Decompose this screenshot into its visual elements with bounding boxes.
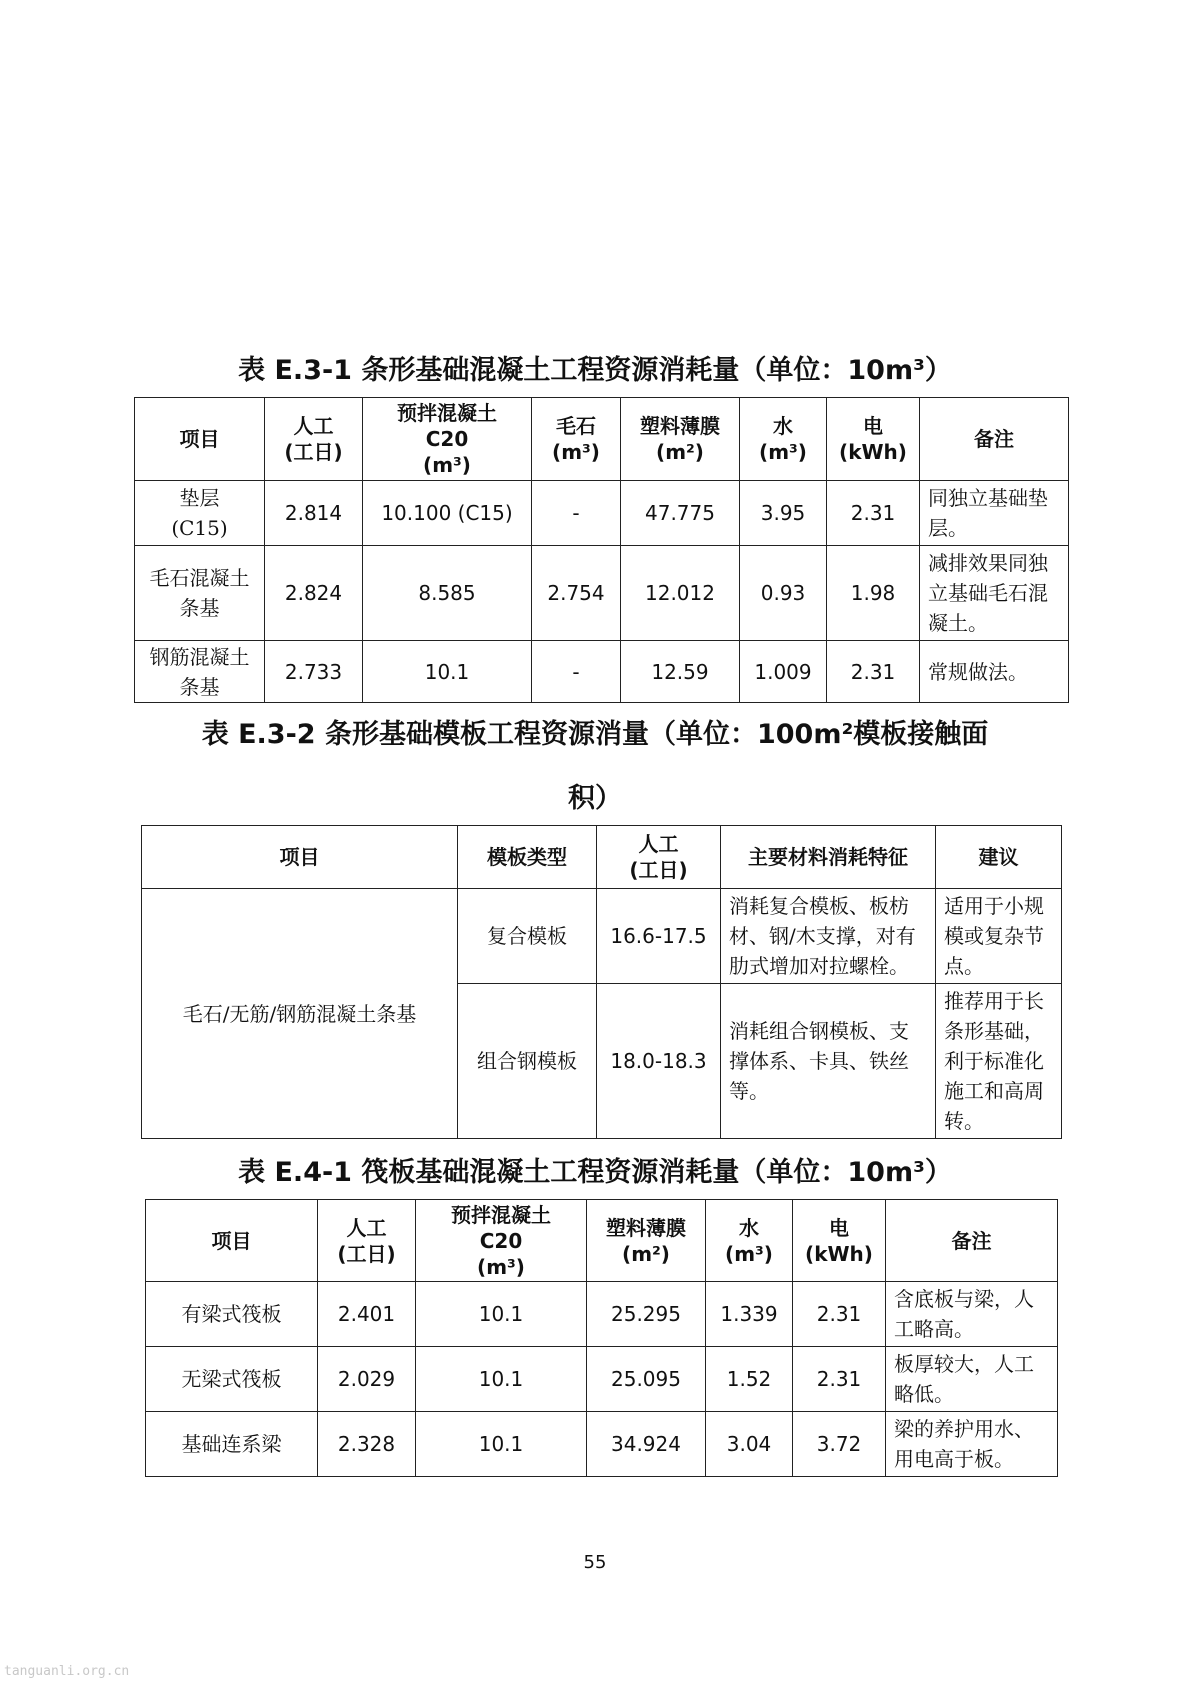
table2-header-cell: 人工 (工日) [597,826,721,889]
table-cell: 2.401 [318,1282,416,1347]
table-cell: 2.31 [793,1282,886,1347]
table3-title: 表 E.4-1 筏板基础混凝土工程资源消耗量（单位：10m³） [238,1157,952,1188]
table-cell: 10.100 (C15) [363,481,532,546]
table3-header-cell: 项目 [146,1200,318,1282]
table-cell: 钢筋混凝土 条基 [135,641,265,703]
table3-header-cell: 人工 (工日) [318,1200,416,1282]
table2-header-cell: 建议 [936,826,1062,889]
table-cell: 3.95 [740,481,827,546]
table-cell: - [532,641,621,703]
table-cell: 18.0-18.3 [597,984,721,1139]
table-cell: 2.31 [827,641,920,703]
table1-header-cell: 项目 [135,398,265,481]
table-cell: 12.012 [621,546,740,641]
table-cell: 2.328 [318,1412,416,1477]
table-cell: 25.295 [587,1282,706,1347]
table-cell: 2.824 [265,546,363,641]
table2 [141,825,1062,1139]
table-row [135,641,1069,703]
table2-title-line2: 积） [568,783,622,814]
table-cell-note: 消耗复合模板、板枋材、钢/木支撑，对有肋式增加对拉螺栓。 [721,889,936,984]
table-cell: 2.754 [532,546,621,641]
table-cell: 毛石混凝土 条基 [135,546,265,641]
table2-header-row [142,826,1062,889]
table-cell: - [532,481,621,546]
table-cell: 0.93 [740,546,827,641]
table-cell: 10.1 [416,1282,587,1347]
table-cell: 16.6-17.5 [597,889,721,984]
table-cell-note: 梁的养护用水、用电高于板。 [886,1412,1058,1477]
table3 [145,1199,1058,1477]
table-row [135,481,1069,546]
table1-header-row [135,398,1069,481]
table-cell: 垫层 (C15) [135,481,265,546]
table1-header-cell: 塑料薄膜 (m²) [621,398,740,481]
table3-header-cell: 塑料薄膜 (m²) [587,1200,706,1282]
table-cell-note: 适用于小规模或复杂节点。 [936,889,1062,984]
table-cell: 组合钢模板 [458,984,597,1139]
table-cell: 2.31 [793,1347,886,1412]
table3-header-cell: 预拌混凝土 C20 (m³) [416,1200,587,1282]
table-cell-note: 减排效果同独立基础毛石混凝土。 [920,546,1069,641]
table-row [142,889,1062,984]
table-cell-note: 消耗组合钢模板、支撑体系、卡具、铁丝等。 [721,984,936,1139]
table-row [135,546,1069,641]
table-cell-note: 含底板与梁，人工略高。 [886,1282,1058,1347]
table-cell: 10.1 [416,1347,587,1412]
table1-header-cell: 水 (m³) [740,398,827,481]
table-cell: 12.59 [621,641,740,703]
page-number: 55 [583,1552,607,1573]
table3-header-cell: 电 (kWh) [793,1200,886,1282]
table-cell-project: 毛石/无筋/钢筋混凝土条基 [142,889,458,1139]
table-cell: 3.04 [706,1412,793,1477]
table1-header-cell: 电 (kWh) [827,398,920,481]
table1-header-cell: 预拌混凝土 C20 (m³) [363,398,532,481]
table-cell-note: 同独立基础垫层。 [920,481,1069,546]
table2-title-line1: 表 E.3-2 条形基础模板工程资源消量（单位：100m²模板接触面 [201,719,989,750]
table-cell: 10.1 [416,1412,587,1477]
table-cell: 2.029 [318,1347,416,1412]
table-row [146,1412,1058,1477]
table-cell: 47.775 [621,481,740,546]
table3-header-cell: 备注 [886,1200,1058,1282]
table1-header-cell: 备注 [920,398,1069,481]
table1-header-cell: 人工 (工日) [265,398,363,481]
table2-header-cell: 项目 [142,826,458,889]
table-cell: 10.1 [363,641,532,703]
table-row [146,1347,1058,1412]
table-cell: 基础连系梁 [146,1412,318,1477]
table-cell: 34.924 [587,1412,706,1477]
table-cell: 无梁式筏板 [146,1347,318,1412]
table-cell-note: 板厚较大，人工略低。 [886,1347,1058,1412]
table1 [134,397,1069,703]
table3-header-row [146,1200,1058,1282]
table-row [146,1282,1058,1347]
table-cell: 25.095 [587,1347,706,1412]
table2-header-cell: 主要材料消耗特征 [721,826,936,889]
table1-title: 表 E.3-1 条形基础混凝土工程资源消耗量（单位：10m³） [238,355,952,386]
table3-header-cell: 水 (m³) [706,1200,793,1282]
table1-header-cell: 毛石 (m³) [532,398,621,481]
table-cell: 有梁式筏板 [146,1282,318,1347]
table-cell: 1.52 [706,1347,793,1412]
table-cell: 复合模板 [458,889,597,984]
table-cell: 1.009 [740,641,827,703]
table-cell: 2.733 [265,641,363,703]
table2-header-cell: 模板类型 [458,826,597,889]
table-cell-note: 推荐用于长条形基础，利于标准化施工和高周转。 [936,984,1062,1139]
table-cell: 1.98 [827,546,920,641]
table-cell: 3.72 [793,1412,886,1477]
table-cell: 8.585 [363,546,532,641]
table-cell-note: 常规做法。 [920,641,1069,703]
table-cell: 2.814 [265,481,363,546]
table-cell: 1.339 [706,1282,793,1347]
watermark: tanguanli.org.cn [4,1664,130,1679]
table-cell: 2.31 [827,481,920,546]
